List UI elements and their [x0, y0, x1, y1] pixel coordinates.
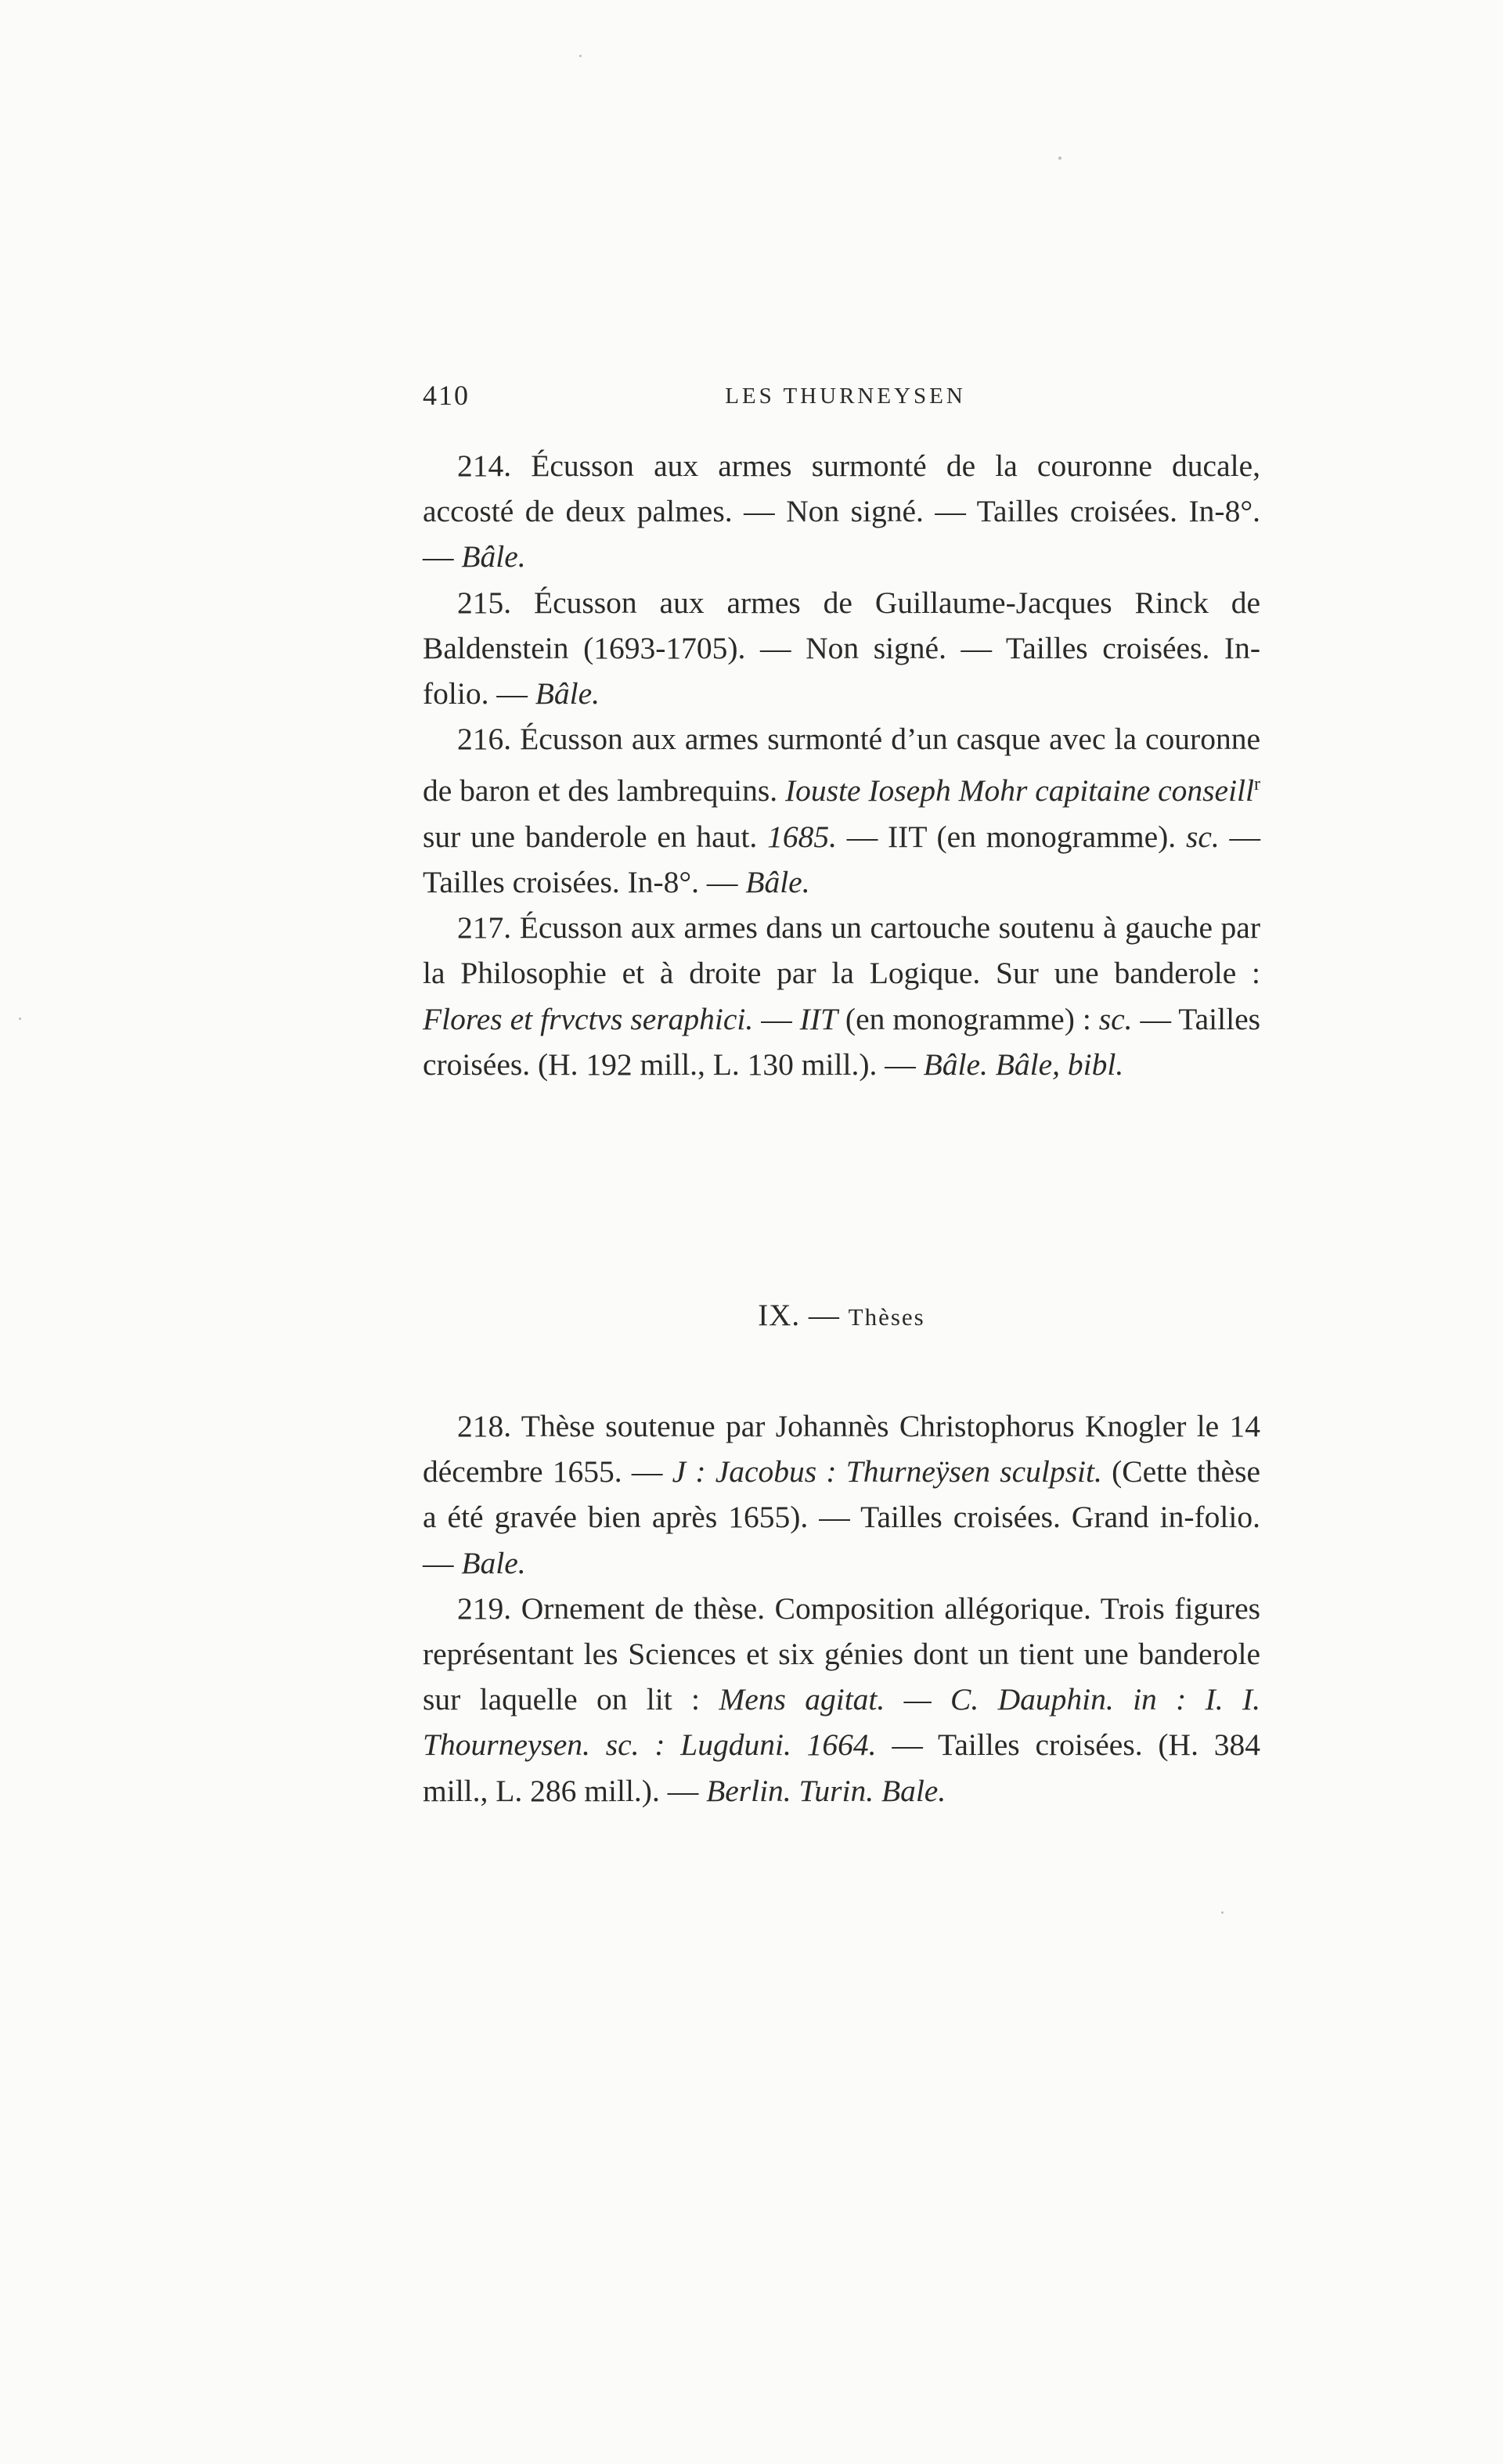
entry-number: 214.: [457, 448, 512, 483]
entry-text: (Cette thèse a été gravée bien après 1655). — Tailles croisées. Grand in-folio. —: [423, 1454, 1260, 1580]
entry-italic-text: Bâle.: [461, 539, 526, 575]
catalogue-entry: [423, 580, 1260, 717]
entry-text: Écusson aux armes surmonté d’un casque avec la couronne de baron et des lambrequins.: [423, 722, 1260, 809]
entry-number: 215.: [457, 585, 512, 620]
entry-text: Thèse soutenue par Johannès Christophorus Knogler le 14 décembre 1655. —: [423, 1409, 1260, 1490]
scan-speck: [1058, 157, 1061, 160]
entry-italic-text: J : Jacobus : Thurneÿsen sculpsit.: [672, 1454, 1102, 1490]
entry-number: 217.: [457, 910, 512, 946]
entry-italic-text: Flores et frvctvs seraphici.: [423, 1001, 754, 1036]
entry-italic-text: Mens agitat. — C. Dauphin. in : I. I. Thourneysen. sc. : Lugduni. 1664.: [423, 1682, 1260, 1763]
entry-italic-text: IIT: [799, 1001, 838, 1036]
entry-text: sur une banderole en haut.: [423, 819, 768, 854]
running-title: LES THURNEYSEN: [725, 384, 966, 409]
page-number: 410: [423, 380, 470, 411]
entry-italic-text: Bale.: [461, 1545, 526, 1580]
entry-text: — Tailles croisées. (H. 384 mill., L. 286 mill.). —: [423, 1727, 1260, 1808]
entry-text: — Tailles croisées. (H. 192 mill., L. 130 mill.). —: [423, 1001, 1261, 1082]
entry-italic-text: sc.: [1098, 1001, 1133, 1036]
catalogue-entries-top: [423, 443, 1260, 1087]
entry-number: 218.: [457, 1409, 512, 1443]
catalogue-entry: [423, 443, 1260, 580]
entry-superscript: r: [1254, 774, 1260, 795]
entry-text: — Tailles croisées. In-8°. —: [423, 819, 1261, 899]
entry-italic-text: 1685.: [767, 819, 837, 854]
entry-text: — IIT (en monogramme).: [836, 819, 1186, 854]
entry-text: Écusson aux armes dans un cartouche soutenu à gauche par la Philosophie et à droite par la Logique. Sur une banderole :: [423, 910, 1260, 991]
catalogue-entry: [423, 1586, 1260, 1814]
section-numeral: IX. —: [758, 1299, 849, 1332]
entry-italic-text: Iouste Ioseph Mohr capitaine conseill: [784, 773, 1254, 809]
scan-speck: [19, 1018, 21, 1020]
catalogue-entry: [423, 1403, 1260, 1586]
scan-speck: [579, 55, 582, 57]
entry-italic-text: Bâle.: [535, 676, 600, 711]
entry-text: Écusson aux armes de Guillaume-Jacques Rinck de Baldenstein (1693-1705). — Non signé. — Tailles croisées. In-folio. —: [423, 585, 1260, 711]
scan-speck: [1221, 1911, 1224, 1914]
entry-number: 216.: [457, 722, 512, 757]
entry-text: Écusson aux armes surmonté de la couronne ducale, accosté de deux palmes. — Non signé. — Tailles croisées. In-8°. —: [423, 448, 1260, 575]
catalogue-entry: [423, 716, 1260, 905]
entry-number: 219.: [457, 1590, 512, 1626]
entry-italic-text: Berlin. Turin. Bale.: [706, 1773, 946, 1808]
entry-text: (en monogramme) :: [837, 1001, 1099, 1036]
section-title: Thèses: [848, 1303, 925, 1331]
catalogue-entry: [423, 905, 1260, 1087]
entry-italic-text: Bâle.: [745, 864, 810, 899]
entry-italic-text: sc.: [1185, 819, 1220, 854]
section-heading: [423, 1298, 1260, 1333]
catalogue-entries-bottom: [423, 1403, 1260, 1814]
page-header: [423, 374, 1268, 421]
entry-text: —: [753, 1001, 800, 1036]
entry-text: Ornement de thèse. Composition allégorique. Trois figures représentant les Sciences et six génies dont un tient une banderole sur laquelle on lit :: [423, 1590, 1260, 1717]
entry-italic-text: Bâle. Bâle, bibl.: [923, 1046, 1124, 1082]
